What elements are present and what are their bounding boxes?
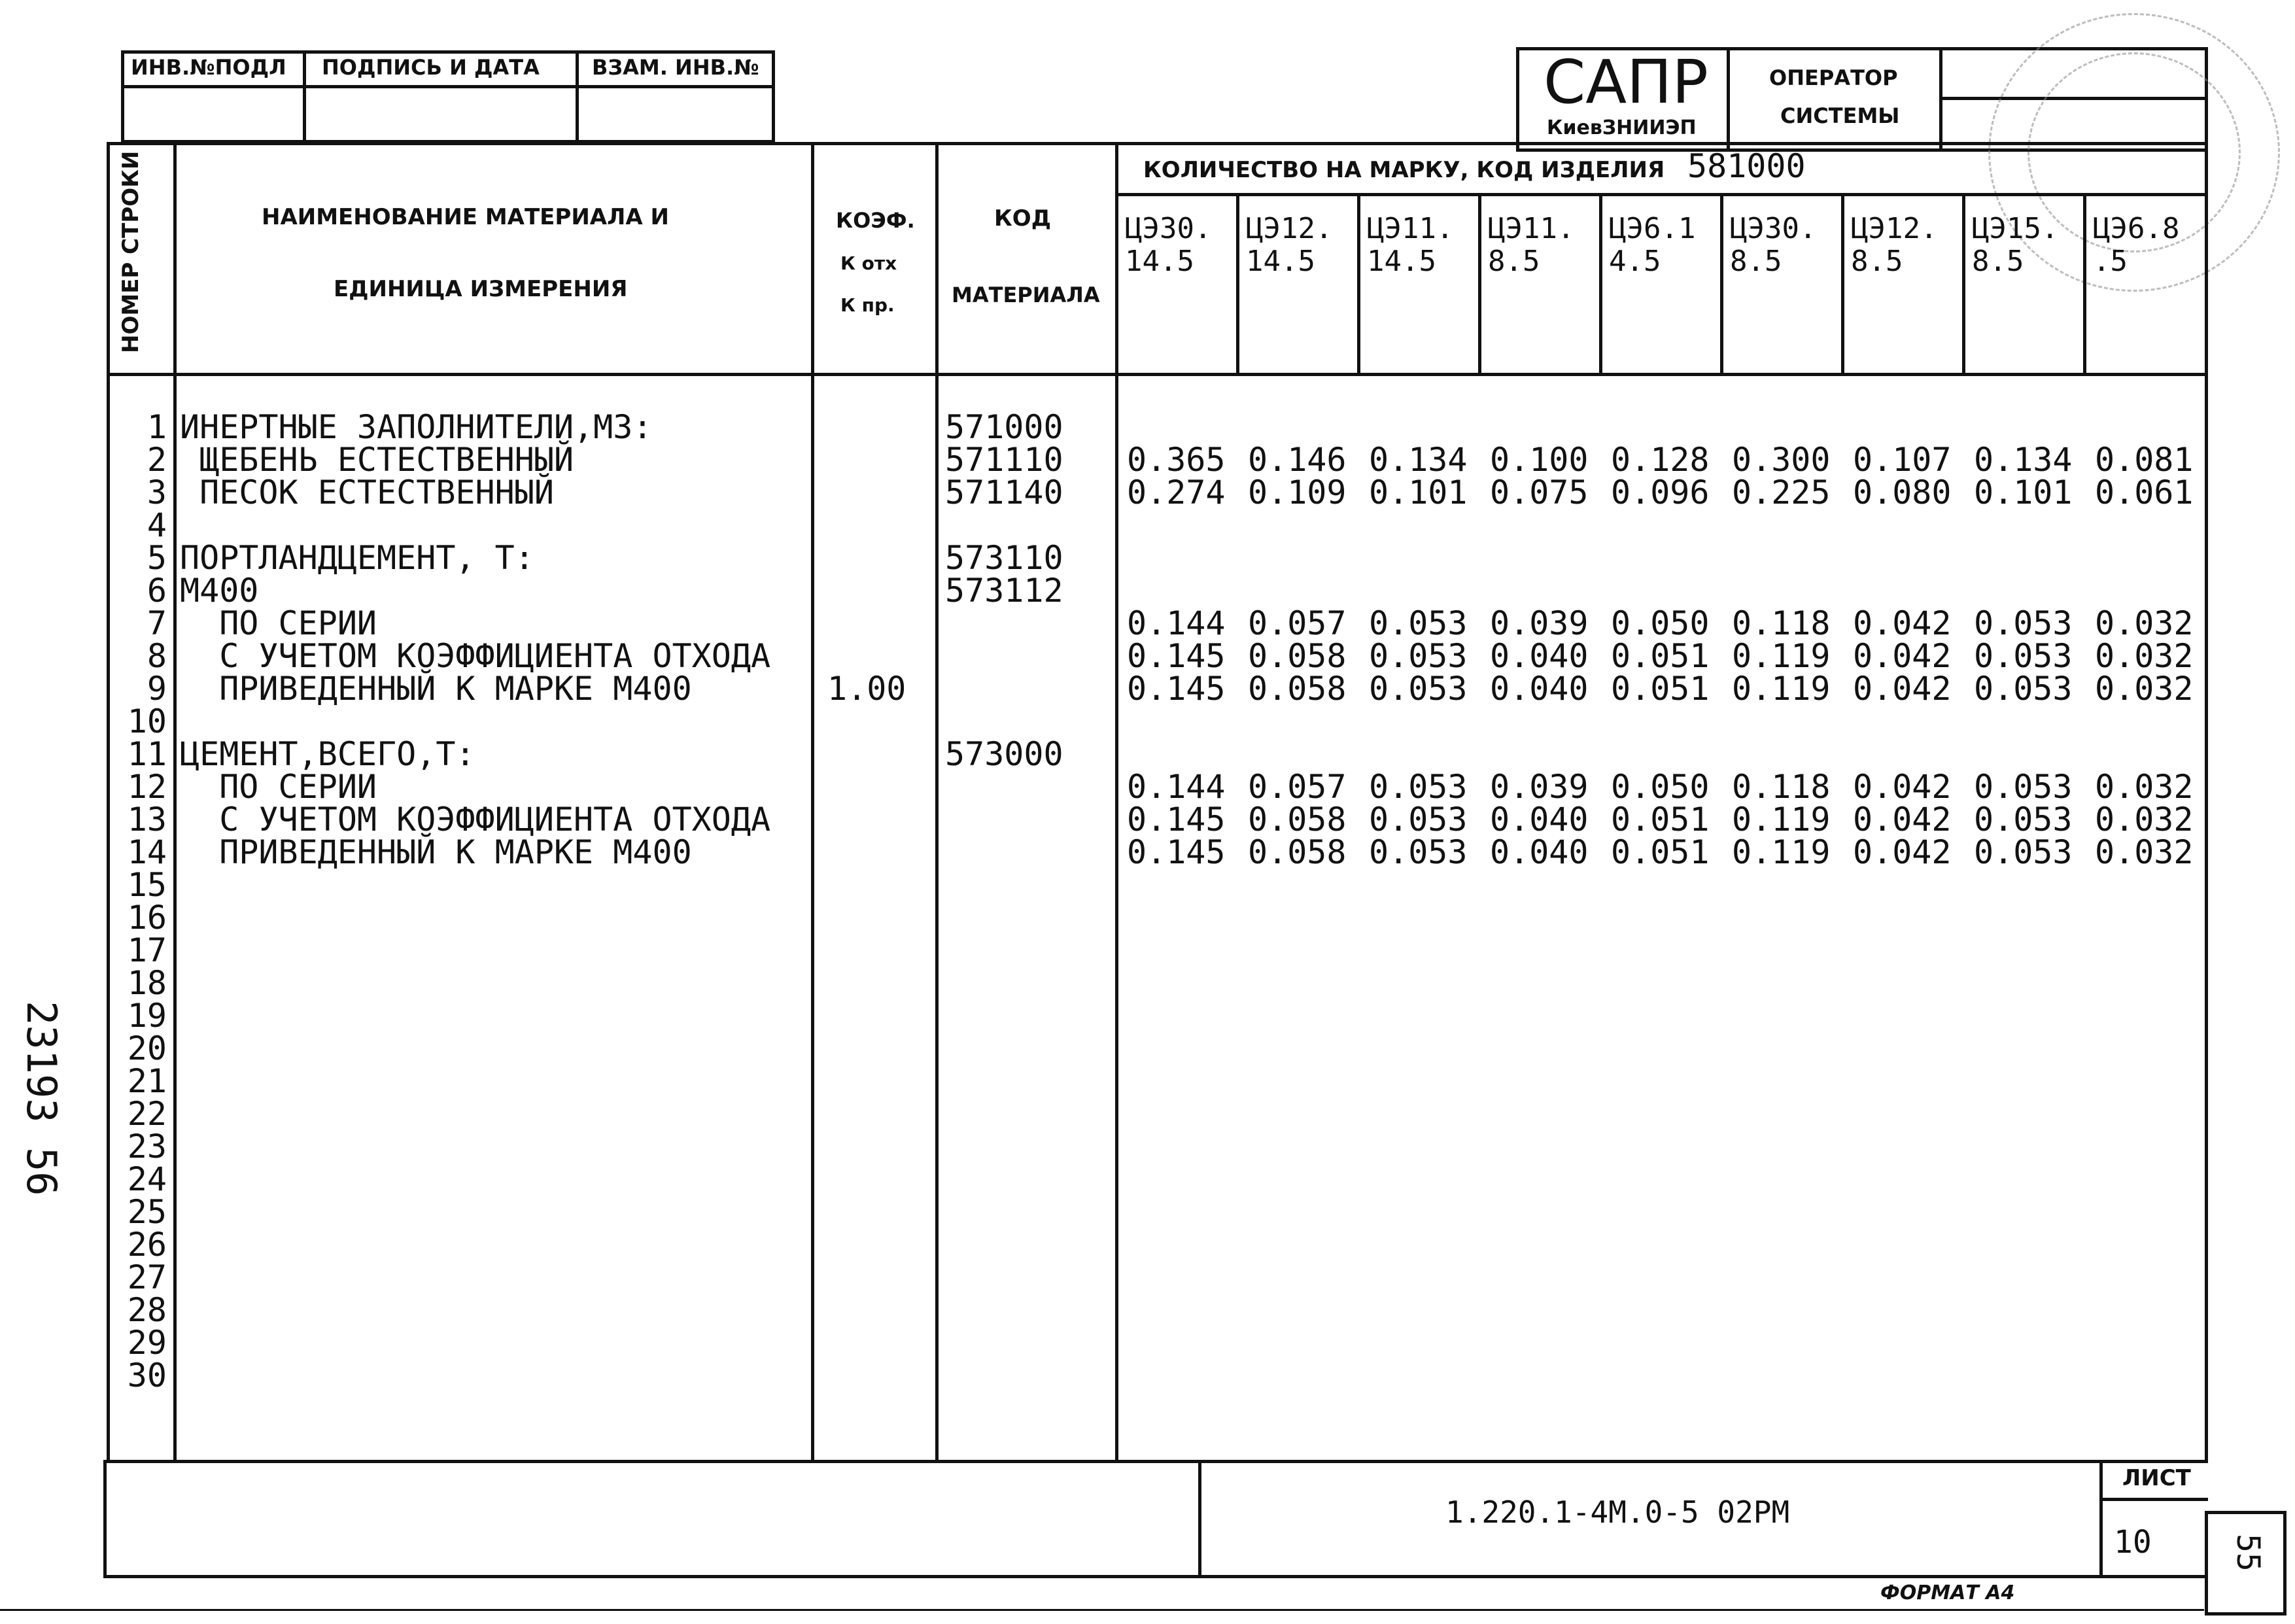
quantity-cell: 0.053 xyxy=(1974,801,2073,838)
koef-header-1: КОЭФ. xyxy=(836,208,915,233)
quantity-cell: 0.119 xyxy=(1732,833,1831,871)
row-number: 6 xyxy=(147,572,167,610)
quantity-cell: 0.053 xyxy=(1369,768,1468,806)
quantity-cell: 0.061 xyxy=(2095,474,2194,511)
row-number: 27 xyxy=(127,1258,167,1296)
quantity-header: КОЛИЧЕСТВО НА МАРКУ, КОД ИЗДЕЛИЯ xyxy=(1143,157,1665,183)
material-name: ЦЕМЕНТ,ВСЕГО,Т: xyxy=(180,735,475,773)
material-name: М400 xyxy=(180,572,259,610)
operator-label-2: СИСТЕМЫ xyxy=(1780,103,1900,128)
inv-podl-label: ИНВ.№ПОДЛ xyxy=(131,55,286,80)
quantity-cell: 0.053 xyxy=(1974,670,2073,708)
quantity-cell: 0.225 xyxy=(1732,474,1831,511)
quantity-cell: 0.032 xyxy=(2095,833,2194,871)
quantity-cell: 0.040 xyxy=(1490,670,1589,708)
quantity-cell: 0.080 xyxy=(1853,474,1952,511)
row-number: 24 xyxy=(127,1160,167,1198)
sapr-org: КиевЗНИИЭП xyxy=(1547,116,1697,139)
row-number: 2 xyxy=(147,441,167,479)
quantity-cell: 0.118 xyxy=(1732,604,1831,642)
quantity-cell: 0.053 xyxy=(1369,637,1468,675)
quantity-cell: 0.040 xyxy=(1490,833,1589,871)
material-code: 573110 xyxy=(945,539,1063,577)
quantity-cell: 0.365 xyxy=(1127,441,1226,479)
row-number: 22 xyxy=(127,1095,167,1133)
row-number: 12 xyxy=(127,768,167,806)
mark-header-6-line2: 8.5 xyxy=(1730,245,1782,278)
sapr-logo: САПР xyxy=(1544,47,1708,117)
row-number: 17 xyxy=(127,931,167,969)
quantity-cell: 0.032 xyxy=(2095,801,2194,838)
mark-header-7-line2: 8.5 xyxy=(1851,245,1903,278)
material-code: 571110 xyxy=(945,441,1063,479)
row-number: 26 xyxy=(127,1226,167,1264)
row-number-header: НОМЕР СТРОКИ xyxy=(118,150,144,353)
mark-header-4-line2: 8.5 xyxy=(1488,245,1540,278)
quantity-cell: 0.051 xyxy=(1611,670,1710,708)
material-code: 571000 xyxy=(945,408,1063,446)
koef-header-3: К пр. xyxy=(840,294,895,316)
quantity-cell: 0.050 xyxy=(1611,768,1710,806)
koef-header-2: К отх xyxy=(840,252,897,274)
quantity-cell: 0.058 xyxy=(1248,670,1347,708)
quantity-cell: 0.101 xyxy=(1369,474,1468,511)
quantity-cell: 0.134 xyxy=(1369,441,1468,479)
vzam-inv-label: ВЗАМ. ИНВ.№ xyxy=(592,55,759,80)
quantity-cell: 0.050 xyxy=(1611,604,1710,642)
material-name: ПОРТЛАНДЦЕМЕНТ, Т: xyxy=(180,539,534,577)
quantity-cell: 0.053 xyxy=(1369,670,1468,708)
material-name: С УЧЕТОМ КОЭФФИЦИЕНТА ОТХОДА xyxy=(180,801,771,838)
quantity-cell: 0.119 xyxy=(1732,670,1831,708)
quantity-cell: 0.118 xyxy=(1732,768,1831,806)
quantity-cell: 0.075 xyxy=(1490,474,1589,511)
quantity-cell: 0.101 xyxy=(1974,474,2073,511)
quantity-cell: 0.144 xyxy=(1127,768,1226,806)
side-number: 23193 56 xyxy=(18,1001,65,1196)
quantity-cell: 0.144 xyxy=(1127,604,1226,642)
mark-header-8-line2: 8.5 xyxy=(1972,245,2024,278)
material-name-header-2: ЕДИНИЦА ИЗМЕРЕНИЯ xyxy=(334,276,628,302)
quantity-cell: 0.128 xyxy=(1611,441,1710,479)
row-number: 30 xyxy=(127,1356,167,1394)
material-code: 573112 xyxy=(945,572,1063,610)
row-number: 3 xyxy=(147,474,167,511)
quantity-cell: 0.051 xyxy=(1611,637,1710,675)
quantity-cell: 0.032 xyxy=(2095,604,2194,642)
row-number: 8 xyxy=(147,637,167,675)
mark-header-7: ЦЭ12. xyxy=(1851,212,1938,245)
sheet-number: 10 xyxy=(2114,1524,2152,1561)
quantity-cell: 0.042 xyxy=(1853,670,1952,708)
quantity-cell: 0.058 xyxy=(1248,637,1347,675)
koef-value: 1.00 xyxy=(827,670,906,708)
kod-header-2: МАТЕРИАЛА xyxy=(952,283,1100,307)
quantity-cell: 0.053 xyxy=(1369,604,1468,642)
quantity-cell: 0.053 xyxy=(1974,604,2073,642)
quantity-cell: 0.053 xyxy=(1974,833,2073,871)
quantity-cell: 0.081 xyxy=(2095,441,2194,479)
quantity-cell: 0.146 xyxy=(1248,441,1347,479)
quantity-cell: 0.274 xyxy=(1127,474,1226,511)
row-number: 23 xyxy=(127,1128,167,1166)
quantity-cell: 0.145 xyxy=(1127,833,1226,871)
row-number: 29 xyxy=(127,1324,167,1362)
quantity-cell: 0.096 xyxy=(1611,474,1710,511)
material-name: ЩЕБЕНЬ ЕСТЕСТВЕННЫЙ xyxy=(180,441,574,479)
quantity-cell: 0.058 xyxy=(1248,801,1347,838)
row-number: 7 xyxy=(147,604,167,642)
row-number: 14 xyxy=(127,833,167,871)
quantity-cell: 0.107 xyxy=(1853,441,1952,479)
row-number: 16 xyxy=(127,899,167,937)
quantity-cell: 0.051 xyxy=(1611,801,1710,838)
material-name-header-1: НАИМЕНОВАНИЕ МАТЕРИАЛА И xyxy=(262,204,669,230)
row-number: 25 xyxy=(127,1193,167,1231)
mark-header-2: ЦЭ12. xyxy=(1246,212,1333,245)
mark-header-5: ЦЭ6.1 xyxy=(1609,212,1696,245)
quantity-cell: 0.032 xyxy=(2095,637,2194,675)
quantity-cell: 0.119 xyxy=(1732,637,1831,675)
row-number: 5 xyxy=(147,539,167,577)
signature-date-label: ПОДПИСЬ И ДАТА xyxy=(322,55,540,80)
quantity-cell: 0.053 xyxy=(1369,801,1468,838)
material-code: 573000 xyxy=(945,735,1063,773)
mark-header-3: ЦЭ11. xyxy=(1367,212,1454,245)
quantity-cell: 0.051 xyxy=(1611,833,1710,871)
material-name: ПРИВЕДЕННЫЙ К МАРКЕ М400 xyxy=(180,833,692,871)
quantity-cell: 0.042 xyxy=(1853,637,1952,675)
quantity-cell: 0.042 xyxy=(1853,604,1952,642)
material-name: ИНЕРТНЫЕ ЗАПОЛНИТЕЛИ,М3: xyxy=(180,408,653,446)
quantity-cell: 0.053 xyxy=(1974,637,2073,675)
quantity-cell: 0.100 xyxy=(1490,441,1589,479)
mark-header-1: ЦЭ30. xyxy=(1125,212,1212,245)
operator-label-1: ОПЕРАТОР xyxy=(1769,65,1898,90)
row-number: 4 xyxy=(147,506,167,544)
quantity-cell: 0.042 xyxy=(1853,801,1952,838)
quantity-cell: 0.032 xyxy=(2095,670,2194,708)
quantity-cell: 0.053 xyxy=(1974,768,2073,806)
mark-header-9: ЦЭ6.8 xyxy=(2093,212,2180,245)
material-name: ПЕСОК ЕСТЕСТВЕННЫЙ xyxy=(180,474,554,511)
quantity-cell: 0.058 xyxy=(1248,833,1347,871)
quantity-cell: 0.145 xyxy=(1127,637,1226,675)
margin-page-number: 55 xyxy=(2230,1534,2266,1572)
material-name: ПО СЕРИИ xyxy=(180,604,377,642)
row-number: 9 xyxy=(147,670,167,708)
row-number: 20 xyxy=(127,1029,167,1067)
quantity-cell: 0.040 xyxy=(1490,637,1589,675)
quantity-cell: 0.057 xyxy=(1248,768,1347,806)
mark-header-5-line2: 4.5 xyxy=(1609,245,1661,278)
material-name: С УЧЕТОМ КОЭФФИЦИЕНТА ОТХОДА xyxy=(180,637,771,675)
mark-header-6: ЦЭ30. xyxy=(1730,212,1817,245)
quantity-cell: 0.134 xyxy=(1974,441,2073,479)
material-name: ПО СЕРИИ xyxy=(180,768,377,806)
row-number: 11 xyxy=(127,735,167,773)
kod-header-1: КОД xyxy=(994,205,1051,232)
quantity-cell: 0.119 xyxy=(1732,801,1831,838)
format-label: ФОРМАТ А4 xyxy=(1880,1581,2015,1604)
quantity-cell: 0.109 xyxy=(1248,474,1347,511)
mark-header-3-line2: 14.5 xyxy=(1367,245,1436,278)
row-number: 18 xyxy=(127,964,167,1002)
row-number: 1 xyxy=(147,408,167,446)
mark-header-9-line2: .5 xyxy=(2093,245,2128,278)
product-code: 581000 xyxy=(1687,147,1806,185)
mark-header-8: ЦЭ15. xyxy=(1972,212,2059,245)
material-name: ПРИВЕДЕННЫЙ К МАРКЕ М400 xyxy=(180,670,692,708)
quantity-cell: 0.039 xyxy=(1490,604,1589,642)
row-number: 13 xyxy=(127,801,167,838)
quantity-cell: 0.042 xyxy=(1853,833,1952,871)
quantity-cell: 0.057 xyxy=(1248,604,1347,642)
material-code: 571140 xyxy=(945,474,1063,511)
quantity-cell: 0.039 xyxy=(1490,768,1589,806)
row-number: 28 xyxy=(127,1291,167,1329)
quantity-cell: 0.032 xyxy=(2095,768,2194,806)
mark-header-2-line2: 14.5 xyxy=(1246,245,1315,278)
row-number: 10 xyxy=(127,702,167,740)
row-number: 15 xyxy=(127,866,167,904)
quantity-cell: 0.145 xyxy=(1127,670,1226,708)
row-number: 19 xyxy=(127,997,167,1035)
document-code: 1.220.1-4М.0-5 02РМ xyxy=(1445,1494,1790,1530)
quantity-cell: 0.042 xyxy=(1853,768,1952,806)
quantity-cell: 0.145 xyxy=(1127,801,1226,838)
sheet-label: ЛИСТ xyxy=(2122,1465,2191,1491)
quantity-cell: 0.040 xyxy=(1490,801,1589,838)
row-number: 21 xyxy=(127,1062,167,1100)
quantity-cell: 0.300 xyxy=(1732,441,1831,479)
quantity-cell: 0.053 xyxy=(1369,833,1468,871)
mark-header-1-line2: 14.5 xyxy=(1125,245,1194,278)
mark-header-4: ЦЭ11. xyxy=(1488,212,1575,245)
